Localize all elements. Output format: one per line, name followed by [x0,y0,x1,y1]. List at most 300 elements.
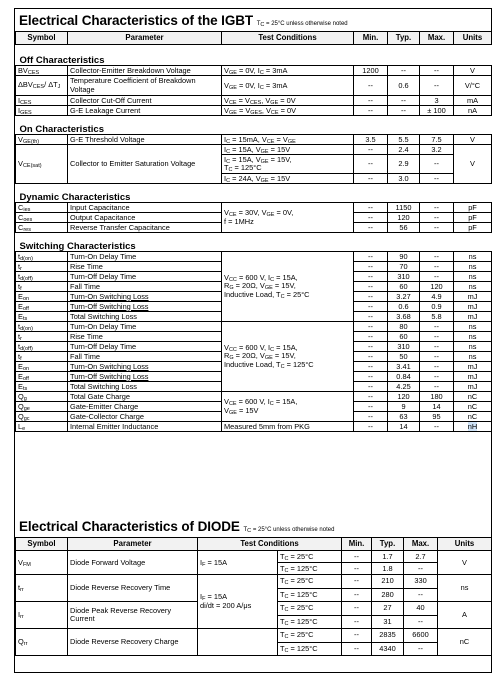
table-cell: ns [454,272,492,282]
table-cell: 6600 [404,629,438,643]
table-cell [16,575,68,602]
table-cell: 90 [388,252,420,262]
table-cell: -- [354,392,388,402]
table-cell: V [18,557,23,567]
subscript-text: C [270,276,275,283]
table-cell: 4340 [372,642,404,656]
col-header-parameter: Parameter [68,538,198,551]
subscript-text: r [20,265,22,272]
table-cell: = 0V, I [236,80,260,90]
table-cell: Turn-Off Switching Loss [68,302,222,312]
table-cell: I [224,154,227,164]
table-cell [16,372,68,382]
subscript-text: d(off) [20,345,33,352]
table-cell: ns [454,282,492,292]
subscript-text: ge [23,405,30,412]
subscript-text: d(off) [20,275,33,282]
table-cell: = 20Ω, V [233,281,265,291]
subscript-text: CE [228,99,237,106]
table-cell: Q [18,401,24,411]
subscript-text: C [226,138,231,145]
table-cell: = 15A [205,592,228,601]
table-cell [222,322,354,392]
table-cell: 310 [388,272,420,282]
table-cell: ns [454,322,492,332]
table-cell: = 15A [205,557,228,567]
table-cell: V [224,272,229,282]
table-cell: Rise Time [68,332,222,342]
table-cell: 80 [388,322,420,332]
subscript-text: GE(th) [22,138,40,145]
table-cell: 120 [388,392,420,402]
table-cell [16,96,68,106]
subscript-text: rr [20,587,24,593]
section-dynamic-characteristics [16,184,492,203]
table-cell: -- [342,575,372,589]
subscript-text: C [247,528,252,534]
table-cell: = 25°C [284,289,310,299]
table-cell: 330 [404,575,438,589]
table-cell: Reverse Transfer Capacitance [68,223,222,233]
table-cell: t [18,321,21,331]
table-cell: = 0V, [274,208,294,217]
table-cell: t [18,261,21,271]
subscript-text: rr [23,641,28,647]
table-cell: -- [420,372,454,382]
subscript-text: C [226,177,231,184]
table-cell: Fall Time [68,282,222,292]
col-header-typ: Typ. [388,32,420,45]
table-cell: = 125°C [288,643,318,653]
table-cell [16,272,68,282]
subscript-text: C [280,293,285,300]
subscript-text: C [284,593,289,600]
table-cell: V [224,397,229,406]
table-cell: = 15A, [274,272,298,282]
table-cell: Gate-Collector Charge [68,412,222,422]
table-cell: 0.6 [388,302,420,312]
table-cell: Collector to Emitter Saturation Voltage [68,145,222,184]
table-cell: -- [354,372,388,382]
col-header-min: Min. [342,538,372,551]
col-header-symbol: Symbol [16,32,68,45]
table-cell [16,352,68,362]
table-cell: = 125°C [288,589,318,599]
table-cell: -- [354,302,388,312]
table-cell [222,145,354,155]
subscript-text: CE [266,138,275,145]
subscript-text: oes [23,216,33,223]
table-cell: = 15A, V [230,154,261,164]
table-cell: -- [354,106,388,116]
subscript-text: GE [270,99,279,106]
table-cell: E [18,311,23,321]
table-cell: Fall Time [68,352,222,362]
table-cell: E [18,301,23,311]
col-header-parameter: Parameter [68,32,222,45]
table-cell: I [200,557,203,567]
table-cell [16,223,68,233]
subscript-text: C [280,363,285,370]
table-cell: BV [18,65,28,75]
table-cell: 120 [388,213,420,223]
table-cell: Dynamic Characteristics [16,184,492,203]
table-cell: T [280,551,285,561]
subscript-text: r [20,335,22,342]
table-cell: 56 [388,223,420,233]
igbt-section-title [19,13,348,28]
table-cell: = 15V [268,144,291,154]
table-cell [222,392,354,422]
table-cell: t [18,331,21,341]
table-cell: Measured 5mm from PKG [222,422,354,432]
subscript-text: CE [228,212,237,218]
table-cell: V [224,208,229,217]
table-cell: = V [274,134,288,144]
table-cell: On Characteristics [16,116,492,135]
table-cell: = 15A, [273,397,298,406]
table-cell: -- [354,342,388,352]
table-cell: Q [18,391,24,401]
table-cell: -- [420,76,454,96]
col-header-min: Min. [354,32,388,45]
igbt-condition-note [257,21,348,27]
diode-title-text: Electrical Characteristics of DIODE [19,519,240,534]
table-row [16,252,492,262]
table-cell: -- [420,382,454,392]
table-cell: 210 [372,575,404,589]
table-cell: = 0V [278,105,297,115]
table-cell: -- [354,322,388,332]
table-cell: Turn-On Switching Loss [68,292,222,302]
table-cell: -- [420,342,454,352]
table-cell: Total Gate Charge [68,392,222,402]
table-cell [278,629,342,643]
subscript-text: ts [22,385,28,392]
table-cell: 60 [388,332,420,342]
diode-condition-note [244,527,335,533]
table-cell: pF [454,203,492,213]
table-row [16,96,492,106]
table-cell [16,402,68,412]
table-cell: -- [354,272,388,282]
table-cell: ± 100 [420,106,454,116]
subscript-text: C [284,647,289,654]
table-cell: mJ [454,302,492,312]
table-cell: Collector-Emitter Breakdown Voltage [68,66,222,76]
col-header-units: Units [438,538,492,551]
table-cell: = 125°C [288,616,318,626]
subscript-text: GES [20,109,32,116]
table-cell: -- [354,252,388,262]
selected-unit-text: nH [467,421,478,431]
table-cell: -- [404,642,438,656]
table-cell: mJ [454,362,492,372]
table-cell: Turn-Off Delay Time [68,272,222,282]
table-cell [222,174,354,184]
col-header-max: Max. [420,32,454,45]
table-cell: R [224,281,230,291]
subscript-text: C [284,634,289,641]
igbt-table [15,31,492,432]
table-cell: E [18,371,23,381]
table-cell: -- [354,96,388,106]
table-cell: -- [354,312,388,322]
table-cell: -- [420,155,454,174]
table-cell: 120 [420,282,454,292]
table-cell: 4.9 [420,292,454,302]
table-cell: 1150 [388,203,420,213]
section-off-characteristics [16,45,492,66]
table-cell: 5.5 [388,135,420,145]
table-cell: 3.27 [388,292,420,302]
table-cell: Diode Peak Reverse Recovery Current [68,602,198,629]
table-cell: -- [388,106,420,116]
table-cell: -- [354,223,388,233]
table-cell [198,551,278,575]
table-cell [16,629,68,656]
table-cell: T [256,21,261,27]
table-cell: -- [388,66,420,76]
table-cell [16,332,68,342]
subscript-text: off [22,375,29,382]
table-cell [454,422,492,432]
table-cell [16,282,68,292]
diode-table [15,537,492,656]
table-cell: T [280,589,285,599]
subscript-text: CES [27,69,40,76]
table-cell: 70 [388,262,420,272]
table-cell: = 3mA [263,80,288,90]
table-cell: -- [342,629,372,643]
table-cell: 3.5 [354,135,388,145]
table-cell: T [280,630,285,640]
table-cell: 14 [420,402,454,412]
table-cell: L [18,421,23,431]
table-cell: C [18,212,24,222]
table-cell [198,629,278,656]
table-cell: 0.6 [388,76,420,96]
subscript-text: CES [32,84,45,91]
table-row [16,629,492,643]
table-cell [222,135,354,145]
table-cell [16,76,68,96]
subscript-text: CE(sat) [22,163,42,169]
table-cell [16,392,68,402]
table-cell: R [224,351,230,361]
subscript-text: GE [228,69,237,76]
subscript-text: C [259,84,264,91]
table-cell: nC [454,402,492,412]
table-cell: 7.5 [420,135,454,145]
table-cell [16,362,68,372]
table-cell: di/dt = 200 A/μs [200,600,252,610]
table-cell: -- [420,203,454,213]
table-cell: = 125°C [284,359,314,369]
table-row [16,106,492,116]
table-cell: 95 [420,412,454,422]
table-cell: 180 [420,392,454,402]
subscript-text: CE [270,109,279,116]
table-cell [278,563,342,575]
table-cell: I [224,134,227,144]
table-cell: pF [454,223,492,233]
table-cell: -- [420,422,454,432]
table-cell: -- [354,155,388,174]
table-cell: mJ [454,292,492,302]
table-cell: -- [420,66,454,76]
section-on-characteristics [16,116,492,135]
table-cell: ns [454,262,492,272]
table-cell: ns [438,575,492,602]
diode-section-title [19,519,334,534]
igbt-header-row [16,32,492,45]
table-cell: Total Switching Loss [68,382,222,392]
table-cell: -- [354,352,388,362]
table-cell: 280 [372,588,404,602]
subscript-text: d(on) [20,325,33,332]
subscript-text: G [229,285,234,292]
table-cell: mJ [454,312,492,322]
table-cell [16,213,68,223]
table-cell: T [280,563,285,573]
table-cell: 9 [388,402,420,412]
subscript-text: GE [228,409,237,416]
table-cell: Turn-On Delay Time [68,252,222,262]
table-cell: Q [18,637,24,646]
table-cell: I [224,173,227,183]
table-cell [222,76,354,96]
subscript-text: on [22,295,30,302]
table-cell: I [200,592,203,601]
subscript-text: CES [249,99,262,106]
table-cell: C [18,222,24,232]
table-cell: = 600 V, I [236,342,271,352]
subscript-text: C [284,580,289,587]
table-cell: t [18,271,21,281]
table-cell: = 15V, [272,281,296,291]
table-cell: 60 [388,282,420,292]
table-cell: -- [420,262,454,272]
table-cell: ΔBV [18,80,33,90]
table-cell: = 15A, [274,342,298,352]
table-cell: = 25°C [288,630,314,640]
table-cell: 0.84 [388,372,420,382]
table-cell: -- [420,322,454,332]
table-cell: Temperature Coefficient of Breakdown Voltage [68,76,222,96]
table-cell: = V [236,105,251,115]
subscript-text: GE [228,84,237,91]
table-cell: -- [354,362,388,372]
table-cell: 50 [388,352,420,362]
table-cell: = 25°C unless otherwise noted [264,21,348,27]
subscript-text: CC [228,276,237,283]
table-cell [222,66,354,76]
table-cell: E [18,361,23,371]
table-cell: = 0V, I [236,65,260,75]
table-cell: 1200 [354,66,388,76]
table-cell: G-E Threshold Voltage [68,135,222,145]
table-cell: -- [342,563,372,575]
col-header-symbol: Symbol [16,538,68,551]
table-cell: V [224,95,229,105]
table-cell: 3.2 [420,145,454,155]
subscript-text: GE [264,285,273,292]
table-cell: I [224,144,227,154]
table-cell: T [280,616,285,626]
subscript-text: GE [260,158,269,165]
table-cell: 5.8 [420,312,454,322]
table-cell: -- [354,382,388,392]
subscript-text: J [57,84,61,91]
igbt-title-text: Electrical Characteristics of the IGBT [19,13,254,28]
table-cell: Turn-Off Switching Loss [68,372,222,382]
subscript-text: G [229,355,234,362]
table-cell: 3.41 [388,362,420,372]
table-cell: 310 [388,342,420,352]
table-cell [278,642,342,656]
table-cell: V [454,135,492,145]
subscript-text: gc [23,415,30,422]
table-cell: t [18,351,21,361]
subscript-text: f [20,285,22,292]
subscript-text: F [202,561,206,568]
table-row [16,322,492,332]
subscript-text: e [22,425,26,432]
col-header-max: Max. [404,538,438,551]
table-row [16,422,492,432]
subscript-text: C [284,620,289,627]
table-cell: -- [354,292,388,302]
subscript-text: ts [22,315,28,322]
subscript-text: C [226,148,231,155]
table-row [16,575,492,589]
table-cell [222,252,354,322]
subscript-text: C [284,607,289,614]
table-cell: = 15V, [272,351,296,361]
table-cell: = 15V, [268,154,292,164]
table-cell: Diode Forward Voltage [68,551,198,575]
table-cell: -- [388,96,420,106]
table-cell: = 25°C [288,603,314,613]
table-cell: , V [261,95,271,105]
table-cell: 0.9 [420,302,454,312]
table-cell: 31 [372,615,404,629]
table-cell: -- [404,563,438,575]
table-cell: -- [354,282,388,292]
table-cell: Turn-Off Delay Time [68,342,222,352]
table-cell: V [18,159,23,168]
table-cell: V [438,551,492,575]
subscript-text: f [20,355,22,362]
table-cell: -- [420,252,454,262]
table-cell: -- [354,412,388,422]
table-row [16,392,492,402]
table-cell: ns [454,352,492,362]
table-cell: 2835 [372,629,404,643]
table-cell: t [18,583,21,592]
table-cell: 2.4 [388,145,420,155]
table-cell: 3.68 [388,312,420,322]
subscript-text: rr [20,614,24,620]
subscript-text: C [284,555,289,562]
table-cell: Inductive Load, T [224,359,281,369]
table-cell: Inductive Load, T [224,289,281,299]
subscript-text: C [226,158,231,165]
table-cell: 40 [404,602,438,616]
table-cell: = 30V, V [236,208,267,217]
table-cell: -- [404,615,438,629]
